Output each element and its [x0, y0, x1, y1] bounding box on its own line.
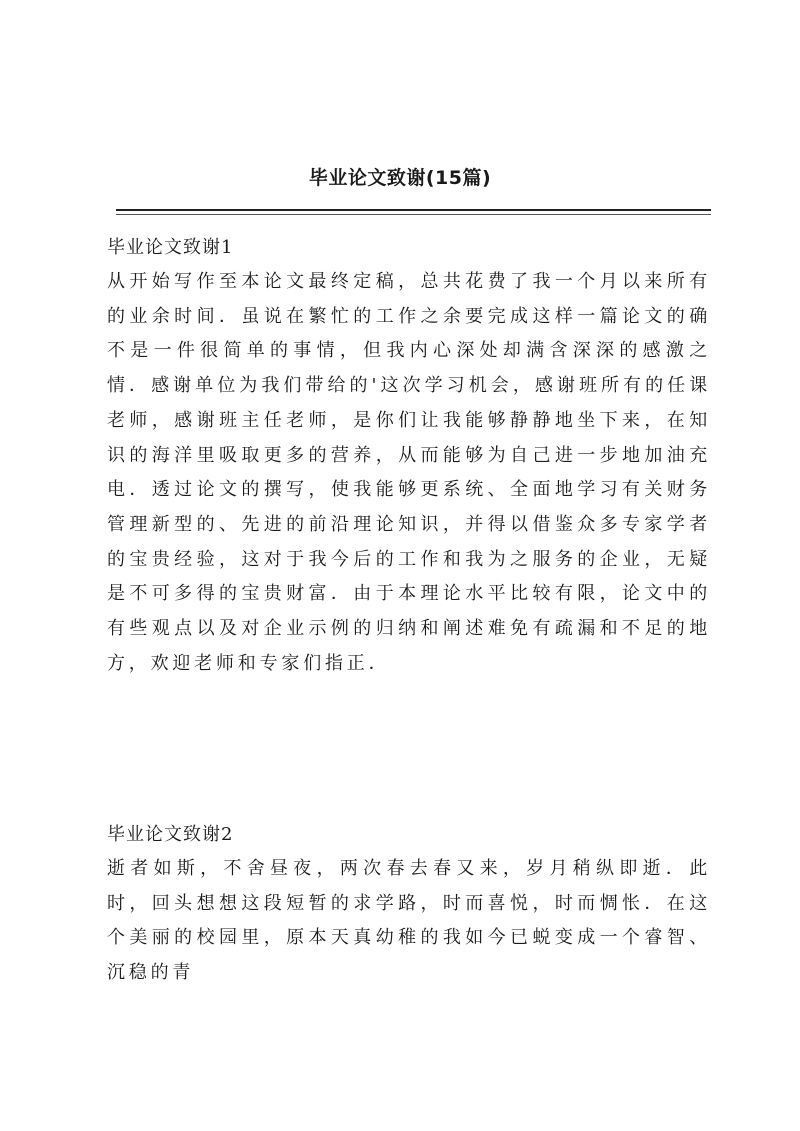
section-heading: 毕业论文致谢1: [107, 237, 234, 258]
title-divider-thin: [116, 214, 711, 215]
section-heading: 毕业论文致谢2: [107, 824, 234, 845]
section-1: [107, 230, 711, 681]
section-body: 逝者如斯，不舍昼夜，两次春去春又来，岁月稍纵即逝．此时，回头想想这段短暂的求学路，时而喜悦，时而惆怅．在这个美丽的校园里，原本天真幼稚的我如今已蜕变成一个睿智、沉稳的青: [107, 858, 711, 984]
section-body: 从开始写作至本论文最终定稿，总共花费了我一个月以来所有的业余时间．虽说在繁忙的工作之余要完成这样一篇论文的确不是一件很简单的事情，但我内心深处却满含深深的感激之情．感谢单位为我们带给的'这次学习机会，感谢班所有的任课老师，感谢班主任老师，是你们让我能够静静地坐下来，在知识的海洋里吸取更多的营养，从而能够为自己进一步地加油充电．透过论文的撰写，使我能够更系统、全面地学习有关财务管理新型的、先进的前沿理论知识，并得以借鉴众多专家学者的宝贵经验，这对于我今后的工作和我为之服务的企业，无疑是不可多得的宝贵财富．由于本理论水平比较有限，论文中的有些观点以及对企业示例的归纳和阐述难免有疏漏和不足的地方，欢迎老师和专家们指正．: [107, 271, 711, 674]
document-title: 毕业论文致谢(15篇): [308, 167, 492, 189]
title-divider: [116, 209, 711, 211]
section-2: [107, 817, 711, 991]
